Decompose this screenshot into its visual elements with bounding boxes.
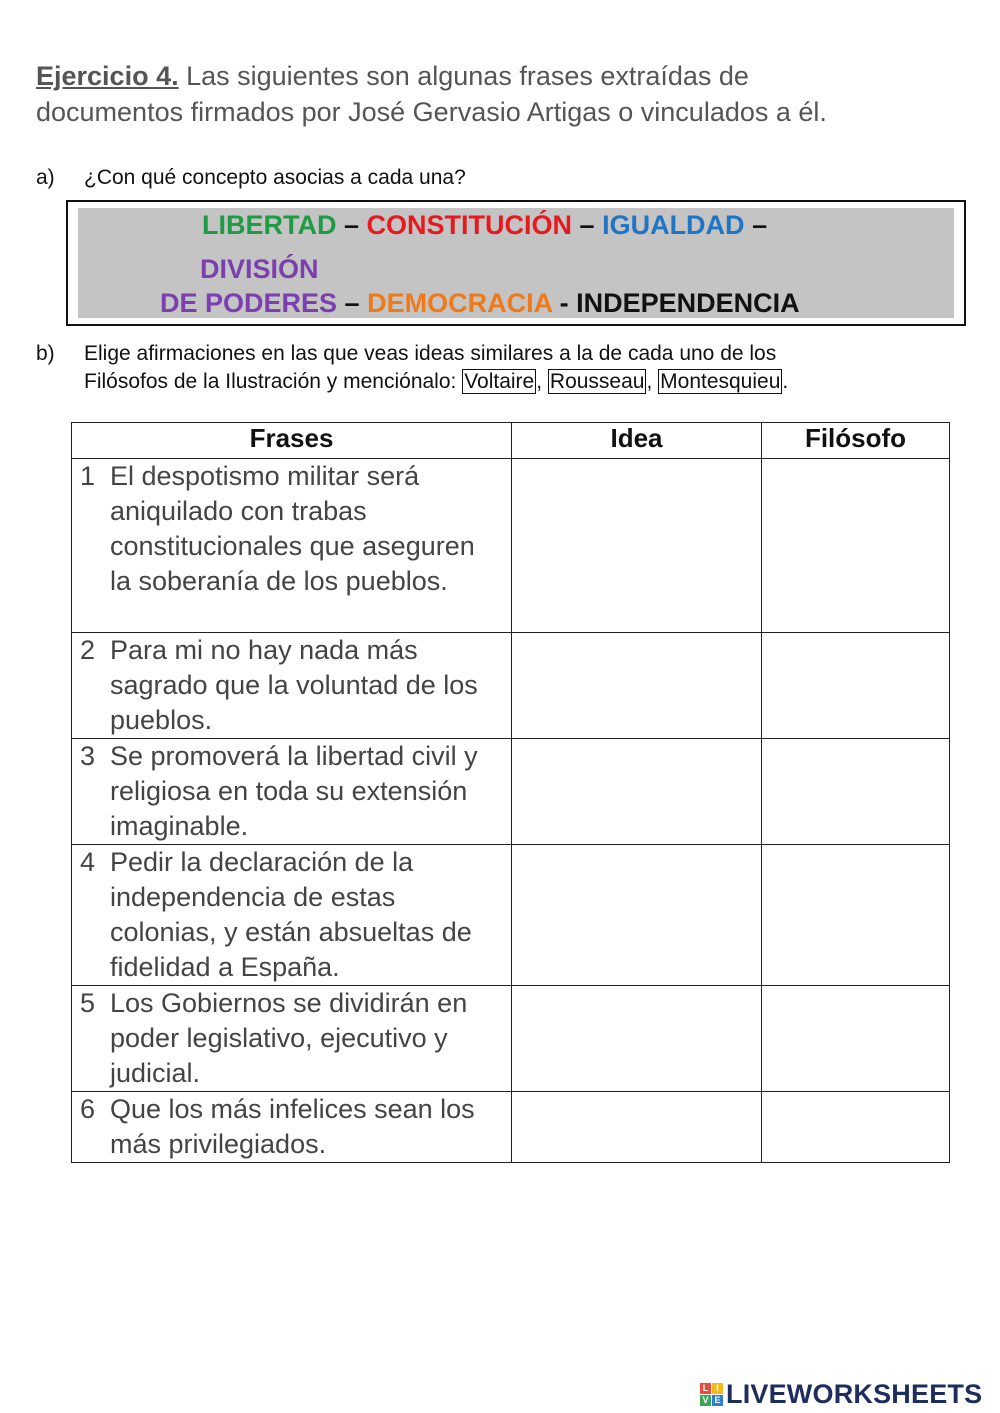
table-row [72,739,950,845]
filosofo-answer-cell[interactable] [762,633,950,739]
concept-box-background [78,208,954,318]
idea-answer-cell[interactable] [512,459,762,633]
frase-text: Los Gobiernos se dividirán en poder legislativo, ejecutivo y judicial. [110,988,468,1088]
concept-libertad: LIBERTAD [202,210,337,240]
question-a-letter: a) [36,166,55,189]
philosopher-voltaire: Voltaire [464,370,535,393]
idea-answer-cell[interactable] [512,633,762,739]
question-a [36,164,466,192]
logo-letter: V [700,1395,711,1406]
concept-dash: – [744,210,768,240]
idea-answer-cell[interactable] [512,845,762,986]
separator: , [536,370,548,393]
frase-text: El despotismo militar será aniquilado con trabas constitucionales que aseguren la soberanía de los pueblos. [110,461,475,596]
exercise-heading [36,58,966,130]
frase-cell [72,1092,512,1163]
frase-text: Que los más infelices sean los más privilegiados. [110,1094,475,1159]
frase-number: 6 [80,1094,96,1124]
philosopher-montesquieu: Montesquieu [660,370,781,393]
concept-constitucion: CONSTITUCIÓN [366,210,573,240]
filosofo-answer-cell[interactable] [762,986,950,1092]
table-row [72,1092,950,1163]
exercise-title: Ejercicio 4. [36,61,179,91]
header-frases: Frases [72,423,512,459]
heading-line2: documentos firmados por José Gervasio Artigas o vinculados a él. [36,97,827,127]
concept-democracia: DEMOCRACIA [367,288,553,318]
frase-number: 1 [80,461,96,491]
question-b-letter: b) [36,342,55,365]
logo-text: LIVEWORKSHEETS [726,1378,983,1409]
liveworksheets-logo-icon [700,1383,723,1406]
concept-dash: – [572,210,603,240]
table-row [72,845,950,986]
frase-cell [72,459,512,633]
filosofo-answer-cell[interactable] [762,1092,950,1163]
idea-answer-cell[interactable] [512,1092,762,1163]
frase-number: 2 [80,635,96,665]
heading-line1: Las siguientes son algunas frases extraídas de [178,61,749,91]
frase-cell [72,986,512,1092]
table-header-row [72,423,950,459]
logo-letter: L [700,1383,711,1394]
concept-igualdad: IGUALDAD [602,210,745,240]
frase-number: 5 [80,988,96,1018]
frase-cell [72,633,512,739]
idea-answer-cell[interactable] [512,986,762,1092]
concept-dash: - [552,288,577,318]
question-a-text: ¿Con qué concepto asocias a cada una? [84,166,466,189]
separator: , [646,370,659,393]
table-row [72,633,950,739]
filosofo-answer-cell[interactable] [762,739,950,845]
concept-independencia: INDEPENDENCIA [576,288,800,318]
concept-de-poderes: DE PODERES [160,288,338,318]
header-idea: Idea [512,423,762,459]
frase-cell [72,739,512,845]
philosopher-rousseau: Rousseau [549,370,645,393]
frase-text: Para mi no hay nada más sagrado que la voluntad de los pueblos. [110,635,478,735]
frase-number: 4 [80,847,96,877]
table-row [72,986,950,1092]
concept-line-2 [200,254,319,285]
concept-dash: – [337,288,368,318]
frase-number: 3 [80,741,96,771]
frases-table [71,422,950,1163]
question-b [36,340,936,396]
table-row [72,459,950,633]
final-period: . [782,370,789,393]
concept-dash: – [336,210,367,240]
header-filosofo: Filósofo [762,423,950,459]
filosofo-answer-cell[interactable] [762,845,950,986]
frase-text: Se promoverá la libertad civil y religiosa en toda su extensión imaginable. [110,741,478,841]
question-b-line1: Elige afirmaciones en las que veas ideas similares a la de cada uno de los [84,342,777,365]
logo-letter: I [712,1383,723,1394]
frase-text: Pedir la declaración de la independencia de estas colonias, y están absueltas de fidelidad a España. [110,847,472,982]
liveworksheets-logo [700,1378,982,1410]
idea-answer-cell[interactable] [512,739,762,845]
concept-division: DIVISIÓN [200,254,319,284]
concept-line-3 [160,288,800,319]
filosofo-answer-cell[interactable] [762,459,950,633]
frase-cell [72,845,512,986]
logo-letter: E [712,1395,723,1406]
concept-box [66,200,966,326]
question-b-line2: Filósofos de la Ilustración y menciónalo: [84,370,463,393]
concept-line-1 [202,210,767,241]
